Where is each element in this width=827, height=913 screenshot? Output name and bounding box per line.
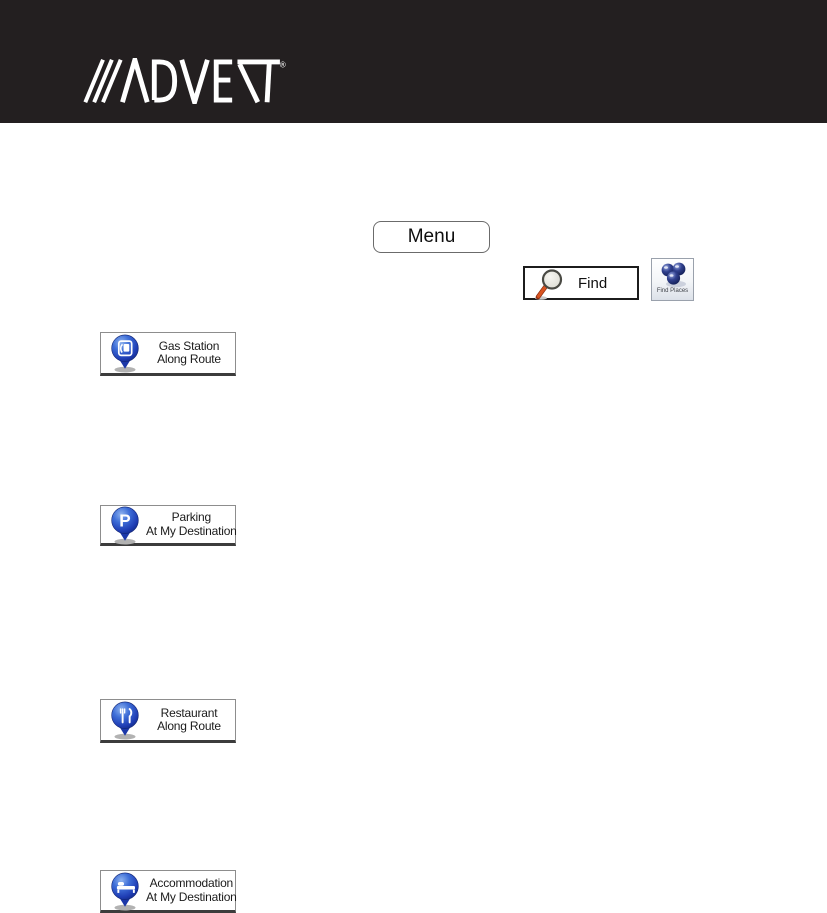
find-button[interactable] [523, 266, 639, 300]
parking-letter-glyph: P [119, 509, 131, 530]
poi-button-text [146, 340, 235, 367]
poi-button-gas-station[interactable] [100, 332, 236, 376]
poi-subtitle: Along Route [157, 719, 221, 733]
poi-button-parking[interactable] [100, 505, 236, 546]
poi-subtitle: At My Destination [146, 523, 237, 538]
find-places-label: Find Places [656, 288, 689, 294]
logo-slash-icon [94, 60, 112, 102]
gas-station-pin-icon [104, 333, 146, 373]
poi-button-text [146, 877, 240, 904]
poi-subtitle: Along Route [157, 352, 221, 366]
poi-title: Gas Station [158, 338, 220, 353]
poi-title: Restaurant [160, 705, 218, 720]
poi-button-accommodation[interactable] [100, 870, 236, 913]
poi-subtitle: At My Destination [146, 889, 237, 904]
poi-button-restaurant[interactable] [100, 699, 236, 743]
poi-title: Accommodation [149, 876, 234, 890]
advent-logo [76, 58, 291, 104]
bed-pin-icon [104, 871, 146, 911]
registered-mark: ® [279, 60, 286, 70]
logo-slash-icon [103, 60, 121, 102]
find-button-label: Find [578, 274, 608, 292]
header-bar [0, 0, 827, 123]
poi-title: Parking [171, 510, 211, 524]
parking-pin-icon [104, 505, 146, 545]
poi-button-text [146, 511, 240, 538]
poi-button-text [146, 707, 235, 734]
logo-slash-icon [85, 60, 103, 102]
find-places-button[interactable] [651, 258, 694, 301]
restaurant-pin-icon [104, 700, 146, 740]
poi-cluster-icon [656, 261, 689, 288]
magnifier-icon [531, 268, 571, 301]
menu-button[interactable] [373, 221, 490, 253]
menu-button-label: Menu [407, 226, 456, 247]
